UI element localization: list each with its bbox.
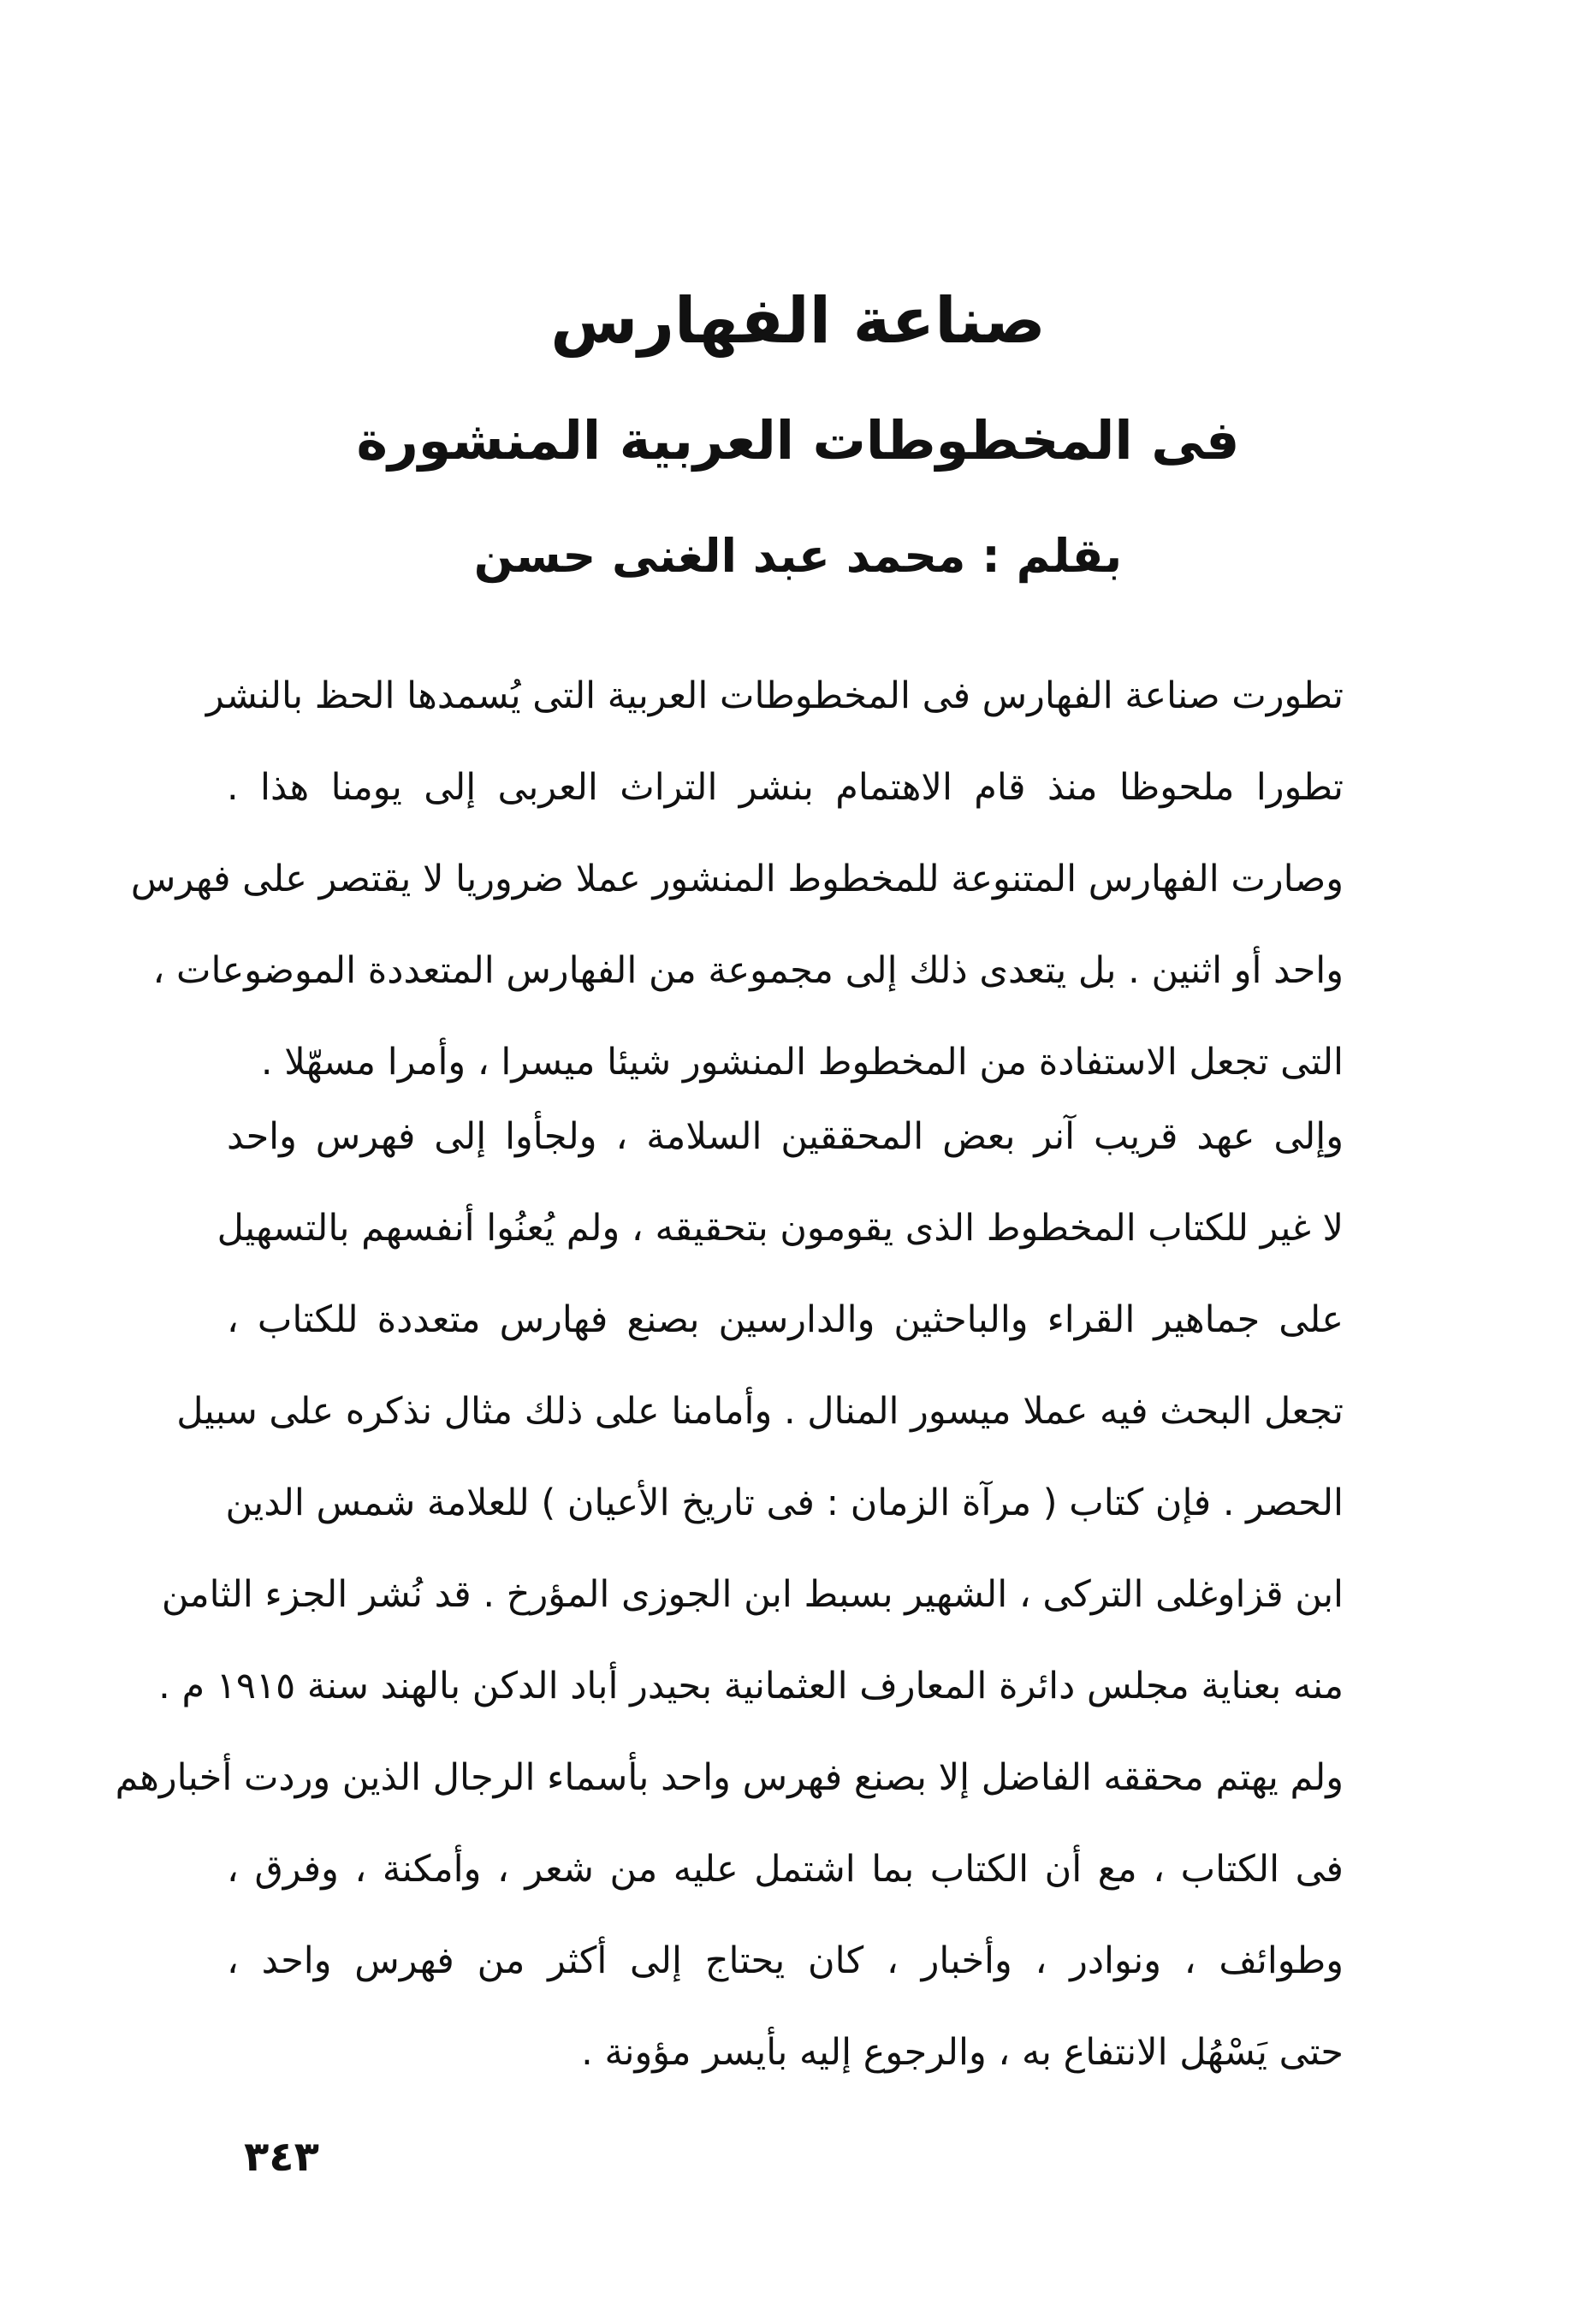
- text-line: تجعل البحث فيه عملا ميسور المنال . وأمامنا على ذلك مثال نذكره على سبيل: [176, 1390, 1344, 1433]
- paragraph-2: [115, 1091, 1344, 2099]
- text-line: حتى يَسْهُل الانتفاع به ، والرجوع إليه بأيسر مؤونة .: [581, 2031, 1344, 2074]
- text-line: ابن قزاوغلى التركى ، الشهير بسبط ابن الجوزى المؤرخ . قد نُشر الجزء الثامن: [161, 1573, 1344, 1616]
- paragraph-1: [130, 650, 1344, 1108]
- article-title: صناعة الفهارس: [550, 284, 1046, 358]
- text-line: ولم يهتم محققه الفاضل إلا بصنع فهرس واحد بأسماء الرجال الذين وردت أخبارهم: [115, 1756, 1344, 1799]
- author-byline: بقلم : محمد عبد الغنى حسن: [473, 529, 1123, 583]
- text-line: وصارت الفهارس المتنوعة للمخطوط المنشور عملا ضروريا لا يقتصر على فهرس: [130, 858, 1344, 900]
- text-line: فى الكتاب ، مع أن الكتاب بما اشتمل عليه من شعر ، وأمكنة ، وفرق ،: [227, 1848, 1344, 1891]
- text-line: على جماهير القراء والباحثين والدارسين بصنع فهارس متعددة للكتاب ،: [227, 1298, 1344, 1341]
- text-line: واحد أو اثنين . بل يتعدى ذلك إلى مجموعة من الفهارس المتعددة الموضوعات ،: [152, 949, 1344, 992]
- text-line: لا غير للكتاب المخطوط الذى يقومون بتحقيقه ، ولم يُعنُوا أنفسهم بالتسهيل: [217, 1207, 1344, 1250]
- text-line: تطورا ملحوظا منذ قام الاهتمام بنشر التراث العربى إلى يومنا هذا .: [227, 766, 1344, 809]
- text-line: الحصر . فإن كتاب ( مرآة الزمان : فى تاريخ الأعيان ) للعلامة شمس الدين: [225, 1482, 1344, 1524]
- text-line: منه بعناية مجلس دائرة المعارف العثمانية بحيدر أباد الدكن بالهند سنة ١٩١٥ م .: [158, 1665, 1344, 1707]
- page-number: ٣٤٣: [244, 2133, 319, 2181]
- article-subtitle: فى المخطوطات العربية المنشورة: [356, 409, 1240, 472]
- text-line: تطورت صناعة الفهارس فى المخطوطات العربية التى يُسمدها الحظ بالنشر: [205, 674, 1344, 717]
- text-line: وطوائف ، ونوادر ، وأخبار ، كان يحتاج إلى أكثر من فهرس واحد ،: [227, 1939, 1344, 1982]
- text-line: التى تجعل الاستفادة من المخطوط المنشور شيئا ميسرا ، وأمرا مسهّلا .: [260, 1041, 1344, 1084]
- text-line: وإلى عهد قريب آنر بعض المحققين السلامة ، ولجأوا إلى فهرس واحد: [227, 1115, 1344, 1158]
